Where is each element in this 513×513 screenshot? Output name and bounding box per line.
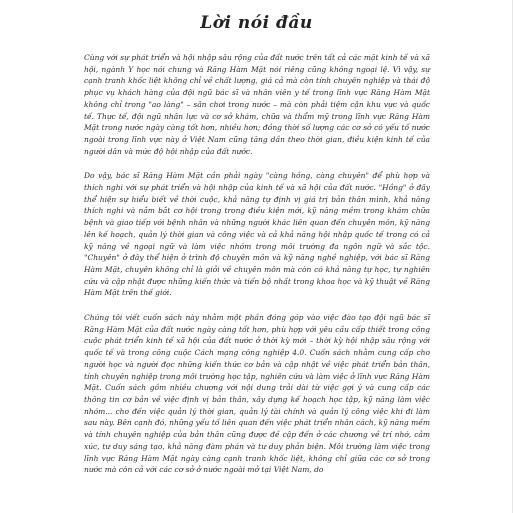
paragraph-3: Chúng tôi viết cuốn sách này nhằm một phần đóng góp vào việc đào tạo đội ngũ bác sĩ Răng Hàm Mặt của đất nước ngày càng tốt hơn, phù hợp với yêu cầu cấp thiết trong công cuộc phát triển kinh tế xã hội của đất nước ở thời kỳ mới – thời kỳ hội nhập sâu rộng với quốc tế và trong công cuộc Cách mạng công nghiệp 4.0. Cuốn sách nhằm cung cấp cho người học và người đọc những kiến thức cơ bản và cập nhật về việc phát triển bản thân, tính chuyên nghiệp trong môi trường học tập, nghiên cứu và làm việc ở lĩnh vực Răng Hàm Mặt. Cuốn sách gồm nhiều chương với nội dung trải dài từ việc gợi ý và cung cấp các thông tin cơ bản về việc định vị bản thân, xây dựng kế hoạch học tập, kỹ năng làm việc nhóm... cho đến việc quản lý thời gian, quản lý tài chính và quản lý công việc khi đi làm sau này. Bên cạnh đó, những yếu tố liên quan đến việc phát triển nhân cách, kỹ năng mềm và tính chuyên nghiệp của bản thân cũng được đề cập đến ở các chương về trí nhớ, cảm xúc, tư duy sáng tạo, khả năng đàm phán và tư duy phản biện. Môi trường làm việc trong lĩnh vực Răng Hàm Mặt ngày càng cạnh tranh khốc liệt, không chỉ giữa các cơ sở trong nước mà còn cả với các cơ sở ở nước ngoài mở tại Việt Nam, do — [84, 313, 430, 475]
paragraph-1: Cùng với sự phát triển và hội nhập sâu rộng của đất nước trên tất cả các mặt kinh tế và xã hội, ngành Y học nói chung và Răng Hàm Mặt nói riêng cũng không ngoại lệ. Vì vậy, sự cạnh tranh khốc liệt không chỉ về chất lượng, giá cả mà còn tính chuyên nghiệp và thái độ phục vụ khách hàng của đội ngũ bác sĩ và nhân viên y tế trong lĩnh vực Răng Hàm Mặt không chỉ trong "ao làng" – sân chơi trong nước – mà còn phải tiệm cận khu vực và quốc tế. Thực tế, đội ngũ nhân lực và cơ sở khám, chữa và thẩm mỹ trong lĩnh vực Răng Hàm Mặt trong nước ngày càng tốt hơn, nhiều hơn; đồng thời số lượng các cơ sở có yếu tố nước ngoài trong lĩnh vực này ở Việt Nam cũng tăng dần theo thời gian, điều kiện kinh tế của người dân và mức độ hội nhập của đất nước. — [84, 53, 430, 156]
page-title: Lời nói đầu — [200, 13, 313, 33]
paragraph-2: Do vậy, bác sĩ Răng Hàm Mặt cần phải ngày "càng hồng, càng chuyên" để phù hợp và thích nghi với sự phát triển và hội nhập của kinh tế và xã hội của đất nước. "Hồng" ở đây thể hiện sự hiểu biết về thời cuộc, khả năng tự định vị giá trị bản thân mình, khả năng thích nghi và nắm bắt cơ hội trong trong điều kiện mới, kỹ năng mềm trong khám chữa bệnh và giao tiếp với bệnh nhân và những người khác liên quan đến chuyên môn, kỹ năng lên kế hoạch, quản lý thời gian và công việc và cả khả năng hội nhập quốc tế trong có cả kỹ năng về ngoại ngữ và làm việc nhóm trong môi trường đa ngôn ngữ và sắc tộc. "Chuyên" ở đây thể hiện ở trình độ chuyên môn và kỹ năng nghề nghiệp, với bác sĩ Răng Hàm Mặt, chuyên không chỉ là giỏi về chuyên môn mà còn có khả năng tự học, tự nghiên cứu và cập nhật được những kiến thức và tiến bộ nhất trong khoa học và kỹ thuật về Răng Hàm Mặt trên thế giới. — [84, 171, 430, 298]
body-text — [84, 52, 430, 489]
